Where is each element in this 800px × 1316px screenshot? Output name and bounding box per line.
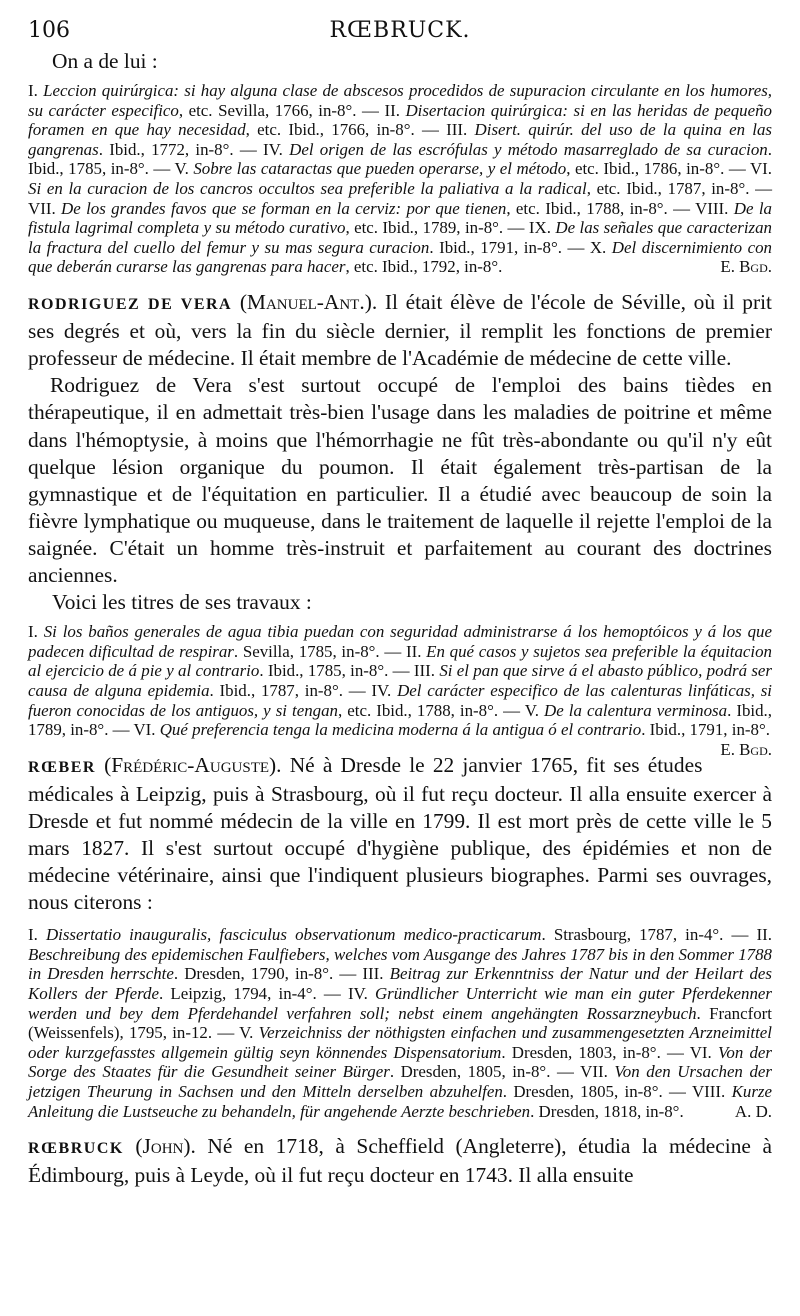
work-title: Gründlicher Unterricht wie man ein guter Pferdekenner werden und bey dem Pferdehandel verfahren soll; nebst einem angehängten Rossarzneybuch [28, 984, 772, 1023]
work-title: Kurze Anleitung die Lustseuche zu behandeln, für angehende Aerzte beschrieben [28, 1082, 772, 1121]
work-title: Verzeichniss der nöthigsten einfachen und zusammengesetzten Arzneimittel oder kurzgefasstes allgemein gültig seyn könnendes Dispensatorium [28, 1023, 772, 1062]
work-title: Von der Sorge des Staates für die Gesundheit seiner Bürger [28, 1042, 772, 1082]
work-number: I. [28, 81, 44, 101]
work-title: De la fistula lagrimal completa y su método curativo [28, 198, 772, 238]
work-citation: , etc. Ibid., 1789, in-8°. — [345, 218, 529, 238]
work-number: V. [174, 159, 194, 179]
work-citation: . Ibid., 1791, in-8°. [641, 720, 770, 740]
work-title: Beschreibung des epidemischen Faulfiebers, welches vom Ausgange des Jahres 1787 bis in den Sommer 1788 in Dresden herrschte [28, 944, 772, 984]
work-number: VI. [133, 720, 160, 740]
work-citation: , etc. Ibid., 1788, in-8°. — [506, 198, 696, 218]
work-number: VI. [689, 1042, 718, 1062]
author-signature: A. D. [734, 1101, 772, 1121]
work-number: IV. [263, 139, 290, 159]
page-number: 106 [28, 18, 70, 43]
work-citation: . Ibid., 1791, in-8°. — [429, 237, 590, 257]
work-title: Dissertatio inauguralis, fasciculus observationum medico-practicarum [45, 925, 542, 945]
work-title: Del origen de las escrófulas y método masarreglado de sa curacion [289, 139, 768, 159]
work-title: Von den Ursachen der jetzigen Theurung in Sachsen und den Mitteln derselben abzuhelfen [28, 1062, 772, 1102]
work-citation: . Dresden, 1803, in-8°. — [501, 1042, 690, 1062]
work-number: IV. [371, 680, 398, 700]
author-signature: E. Bgd. [720, 739, 772, 759]
work-number: IX. [528, 218, 556, 238]
work-number: VI. [749, 159, 772, 179]
entry-rodriguez-de-vera [28, 289, 772, 372]
work-citation: . Leipzig, 1794, in-4°. — [158, 984, 348, 1004]
entry-name: RŒBER [28, 758, 96, 776]
work-title: Beitrag zur Erkenntniss der Natur und der Heilart des Kollers der Pferde [28, 964, 772, 1004]
work-citation: . Ibid., 1787, in-8°. — [209, 680, 372, 700]
work-number: I. [28, 622, 44, 642]
work-number: II. [384, 100, 406, 120]
work-title: Leccion quirúrgica: si hay alguna clase de abscesos procedidos de supuracion circulante en los humores, su carácter especifico [28, 81, 772, 120]
work-citation: . Dresden, 1818, in-8°. [530, 1101, 684, 1121]
work-number: VIII. [691, 1082, 732, 1102]
work-title: Del carácter especifico de las calenturas linfáticas, si fueron conocidas de los antiguos, y si tengan [28, 680, 772, 720]
work-title: Sobre las cataractas que pueden operarse, y el método [193, 159, 567, 179]
work-number: X. [589, 237, 612, 257]
work-citation: . Dresden, 1805, in-8°. — [389, 1062, 581, 1082]
work-number: V. [524, 700, 545, 720]
work-number: III. [446, 120, 475, 140]
work-citation: . Strasbourg, 1787, in-4°. — [541, 925, 757, 945]
page-header [28, 0, 772, 48]
work-citation: , etc. Ibid., 1792, in-8°. [345, 257, 503, 277]
work-citation: . Ibid., 1789, in-8°. — [28, 700, 773, 740]
work-citation: . Dresden, 1805, in-8°. — [502, 1082, 692, 1102]
work-title: Si los baños generales de agua tibia puedan con seguridad administrarse á los hemoptóicos y á los que padecen dificultad de respirar [28, 622, 772, 661]
work-title: En qué casos y sujetos sea preferible la équitacion al ejercicio de á pie y al contrario [28, 641, 773, 681]
entry-forenames: (John). [135, 1134, 196, 1159]
running-title: RŒBRUCK. [329, 18, 471, 43]
work-title: De la calentura verminosa [544, 700, 728, 720]
entry-paragraph: Il était élève de l'école de Séville, où il prit ses degrés et où, vers la fin du siècle dernier, il remplit les fonctions de premier professeur de médecine. Il était membre de l'Académie de médecine de cette ville. [28, 290, 772, 371]
work-title: De las señales que caracterizan la fractura del cuello del femur y su mas segura curacion [28, 218, 772, 257]
work-number: II. [756, 925, 772, 945]
work-number: I. [28, 925, 46, 945]
work-citation: . Dresden, 1790, in-8°. — [173, 964, 363, 984]
work-citation: , etc. Ibid., 1788, in-8°. — [338, 700, 525, 720]
entry-paragraph: Rodriguez de Vera s'est surtout occupé de l'emploi des bains tièdes en thérapeutique, il en admettait très-bien l'usage dans les maladies de poitrine et même dans l'hémoptysie, à moins que l'hémorrhagie ne fût très-abondante ou qu'il n'y eût quelque lésion organique du poumon. Il était également très-partisan de la gymnastique et de l'équitation en particulier. Il a étudié avec beaucoup de soin la fièvre lymphatique ou muqueuse, dans le traitement de laquelle il rejette l'emploi de la saignée. C'était un homme très-instruit et parfaitement au courant des doctrines anciennes. [28, 373, 772, 587]
entry-forenames: (Frédéric-Auguste). [104, 752, 282, 777]
works-intro: Voici les titres de ses travaux : [52, 590, 312, 615]
work-title: Disertacion quirúrgica: si en las heridas de pequeño foramen en que hay necesidad [28, 100, 773, 140]
author-signature: E. Bgd. [720, 257, 772, 277]
entry-paragraph: Né en 1718, à Scheffield (Angleterre), étudia la médecine à Édimbourg, puis à Leyde, où il fut reçu docteur en 1743. Il alla ensuite [28, 1134, 772, 1188]
entry-paragraph: Né à Dresde le 22 janvier 1765, fit ses études médicales à Leipzig, puis à Strasbourg, où il fut reçu docteur. Il alla ensuite exercer à Dresde et fut nommé médecin de la ville en 1799. Il est mort près de cette ville le 5 mars 1827. Il s'est surtout occupé d'hygiène publique, des épidémies et non de médecine vétérinaire, ainsi que l'indiquent plusieurs biographes. Parmi ses ouvrages, nous citerons : [28, 752, 772, 915]
work-number: VII. [580, 1062, 615, 1082]
work-number: VIII. [695, 198, 734, 218]
work-title: De los grandes favos que se forman en la cerviz: por que tienen [61, 198, 507, 218]
entry-name: RODRIGUEZ DE VERA [28, 296, 233, 314]
entry-forenames: (Manuel-Ant.). [239, 290, 378, 315]
work-title: Qué preferencia tenga la medicina moderna á la antigua ó el contrario [159, 720, 642, 740]
work-number: III. [413, 661, 440, 681]
work-number: III. [362, 964, 390, 984]
work-citation: . Ibid., 1772, in-8°. — [98, 139, 263, 159]
work-title: Del discernimiento con que deberán curarse las gangrenas para hacer [28, 237, 772, 277]
work-citation: , etc. Ibid., 1766, in-8°. — [245, 120, 447, 140]
work-citation: . Ibid., 1785, in-8°. — [259, 661, 414, 681]
work-title: Si en la curacion de los cancros occultos sea preferible la paliativa a la radical [28, 179, 587, 199]
works-intro: On a de lui : [52, 49, 158, 73]
work-citation: . Francfort (Weissenfels), 1795, in-12. — [28, 1003, 772, 1043]
work-citation: . Ibid., 1785, in-8°. — [28, 139, 772, 179]
work-title: Si el pan que sirve á el abasto público, podrá ser causa de alguna epidemia [28, 661, 772, 700]
work-citation: . Sevilla, 1785, in-8°. — [233, 641, 406, 661]
work-citation: , etc. Ibid., 1787, in-8°. — [586, 179, 772, 199]
work-number: V. [239, 1023, 259, 1043]
works-list [28, 622, 773, 759]
work-number: IV. [347, 984, 375, 1004]
work-number: VII. [28, 198, 62, 218]
entry-roebruck-john [28, 1133, 772, 1189]
work-number: II. [405, 641, 427, 661]
work-citation: , etc. Sevilla, 1766, in-8°. — [178, 100, 385, 120]
works-list [28, 81, 772, 277]
entry-name: RŒBRUCK [28, 1140, 124, 1158]
entry-roeber [28, 752, 772, 917]
work-citation: , etc. Ibid., 1786, in-8°. — [566, 159, 750, 179]
works-list [28, 925, 772, 1121]
work-title: Disert. quirúr. del uso de la quina en las gangrenas [28, 120, 773, 159]
